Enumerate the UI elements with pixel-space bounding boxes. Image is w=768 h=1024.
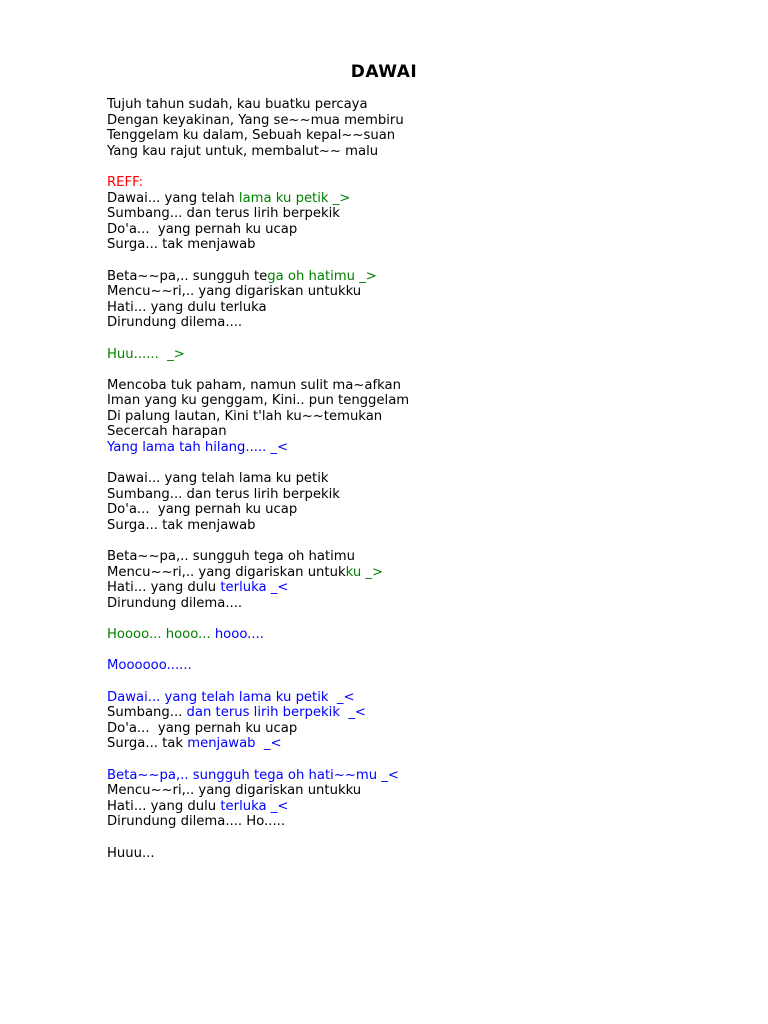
lyric-segment: Beta~~pa,.. sungguh te bbox=[107, 268, 268, 284]
stanza-gap bbox=[107, 253, 727, 269]
lyric-line bbox=[107, 269, 727, 285]
lyric-line bbox=[107, 113, 727, 129]
stanza bbox=[107, 658, 727, 674]
lyric-line bbox=[107, 846, 727, 862]
lyric-segment: Sumbang... dan terus lirih berpekik bbox=[107, 206, 340, 222]
stanza-gap bbox=[107, 830, 727, 846]
lyric-segment: terluka _< bbox=[220, 580, 289, 596]
lyric-segment: lama ku petik _> bbox=[238, 190, 351, 206]
lyric-segment: Do'a... yang pernah ku ucap bbox=[107, 720, 298, 736]
lyric-segment: hooo.... bbox=[214, 627, 264, 643]
lyric-line bbox=[107, 393, 727, 409]
lyric-segment: Moooooo...... bbox=[107, 658, 192, 674]
lyric-line bbox=[107, 721, 727, 737]
lyric-segment: menjawab _< bbox=[187, 736, 282, 752]
lyric-line bbox=[107, 580, 727, 596]
lyric-segment: Tenggelam ku dalam, Sebuah kepal~~suan bbox=[107, 128, 396, 144]
lyric-segment: Mencu~~ri,.. yang digariskan untuk bbox=[107, 564, 346, 580]
page-title: DAWAI bbox=[350, 62, 418, 82]
lyric-segment: Dengan keyakinan, Yang se~~mua membiru bbox=[107, 112, 404, 128]
lyric-line bbox=[107, 97, 727, 113]
lyric-segment: Dawai... yang telah lama ku petik bbox=[107, 471, 329, 487]
lyric-segment: Mencu~~ri,.. yang digariskan untukku bbox=[107, 783, 362, 799]
stanza-gap bbox=[107, 331, 727, 347]
lyric-segment: ku _> bbox=[345, 564, 384, 580]
lyric-segment: Sumbang... dan terus lirih berpekik bbox=[107, 486, 340, 502]
lyric-line bbox=[107, 191, 727, 207]
lyric-line bbox=[107, 440, 727, 456]
lyric-line bbox=[107, 518, 727, 534]
lyric-segment: Sumbang... bbox=[107, 705, 187, 721]
stanza bbox=[107, 627, 727, 643]
lyric-segment: Yang kau rajut untuk, membalut~~ malu bbox=[107, 143, 379, 159]
stanza bbox=[107, 549, 727, 611]
lyric-segment: Beta~~pa,.. sungguh tega oh hati~~mu _< bbox=[107, 767, 399, 783]
lyric-line bbox=[107, 409, 727, 425]
lyric-segment: Huuu... bbox=[107, 845, 155, 861]
lyric-segment: REFF: bbox=[107, 174, 144, 190]
lyric-line bbox=[107, 378, 727, 394]
lyric-line bbox=[107, 222, 727, 238]
lyric-line bbox=[107, 300, 727, 316]
lyric-segment: Huu...... _> bbox=[107, 346, 185, 362]
stanza-gap bbox=[107, 612, 727, 628]
stanza-gap bbox=[107, 362, 727, 378]
stanza bbox=[107, 175, 727, 253]
lyric-segment: Tujuh tahun sudah, kau buatku percaya bbox=[107, 97, 368, 112]
stanza-gap bbox=[107, 159, 727, 175]
lyric-line bbox=[107, 783, 727, 799]
lyric-line bbox=[107, 799, 727, 815]
lyric-segment: Do'a... yang pernah ku ucap bbox=[107, 502, 298, 518]
stanza bbox=[107, 846, 727, 862]
stanza-gap bbox=[107, 643, 727, 659]
stanza bbox=[107, 768, 727, 830]
stanza bbox=[107, 690, 727, 752]
lyric-segment: Do'a... yang pernah ku ucap bbox=[107, 221, 298, 237]
lyric-line bbox=[107, 768, 727, 784]
lyric-line bbox=[107, 549, 727, 565]
lyric-line bbox=[107, 284, 727, 300]
lyric-line bbox=[107, 502, 727, 518]
lyric-line bbox=[107, 690, 727, 706]
lyric-segment: Surga... tak menjawab bbox=[107, 237, 256, 253]
stanza bbox=[107, 97, 727, 159]
lyric-segment: Di palung lautan, Kini t'lah ku~~temukan bbox=[107, 408, 383, 424]
lyric-segment: Dawai... yang telah bbox=[107, 190, 239, 206]
lyric-segment: Dirundung dilema.... bbox=[107, 596, 243, 611]
lyric-segment: terluka _< bbox=[220, 798, 289, 814]
lyric-segment: Surga... tak bbox=[107, 736, 188, 752]
lyric-line bbox=[107, 144, 727, 160]
lyric-segment: Beta~~pa,.. sungguh tega oh hatimu bbox=[107, 549, 355, 565]
lyric-segment: Dirundung dilema.... bbox=[107, 315, 243, 331]
lyrics-body bbox=[107, 97, 727, 861]
lyric-segment: Hati... yang dulu bbox=[107, 798, 221, 814]
lyric-segment: Mencoba tuk paham, namun sulit ma~afkan bbox=[107, 377, 401, 393]
lyric-line bbox=[107, 487, 727, 503]
lyric-line bbox=[107, 128, 727, 144]
stanza bbox=[107, 347, 727, 363]
stanza bbox=[107, 269, 727, 331]
lyric-segment: Hati... yang dulu bbox=[107, 580, 221, 596]
lyric-line bbox=[107, 347, 727, 363]
lyric-line bbox=[107, 315, 727, 331]
lyric-line bbox=[107, 206, 727, 222]
lyric-segment: Hati... yang dulu terluka bbox=[107, 299, 267, 315]
lyric-segment: Dirundung dilema.... Ho..... bbox=[107, 814, 286, 830]
stanza bbox=[107, 471, 727, 533]
stanza bbox=[107, 378, 727, 456]
lyric-segment: Hoooo... hooo... bbox=[107, 627, 215, 643]
lyric-segment: Surga... tak menjawab bbox=[107, 518, 256, 534]
lyric-line bbox=[107, 814, 727, 830]
lyric-line bbox=[107, 596, 727, 612]
lyric-segment: ga oh hatimu _> bbox=[267, 268, 377, 284]
lyric-line bbox=[107, 471, 727, 487]
lyric-line bbox=[107, 658, 727, 674]
lyric-line bbox=[107, 175, 727, 191]
lyric-segment: Dawai... yang telah lama ku petik _< bbox=[107, 689, 355, 705]
lyric-segment: Mencu~~ri,.. yang digariskan untukku bbox=[107, 284, 362, 300]
lyric-line bbox=[107, 705, 727, 721]
lyric-line bbox=[107, 736, 727, 752]
lyric-segment: Secercah harapan bbox=[107, 424, 227, 440]
stanza-gap bbox=[107, 752, 727, 768]
lyric-line bbox=[107, 565, 727, 581]
lyric-line bbox=[107, 627, 727, 643]
stanza-gap bbox=[107, 674, 727, 690]
lyric-line bbox=[107, 424, 727, 440]
stanza-gap bbox=[107, 534, 727, 550]
lyric-segment: Yang lama tah hilang..... _< bbox=[107, 440, 289, 456]
stanza-gap bbox=[107, 456, 727, 472]
lyric-segment: dan terus lirih berpekik _< bbox=[186, 705, 366, 721]
lyric-segment: Iman yang ku genggam, Kini.. pun tenggelam bbox=[107, 393, 410, 409]
lyric-line bbox=[107, 237, 727, 253]
